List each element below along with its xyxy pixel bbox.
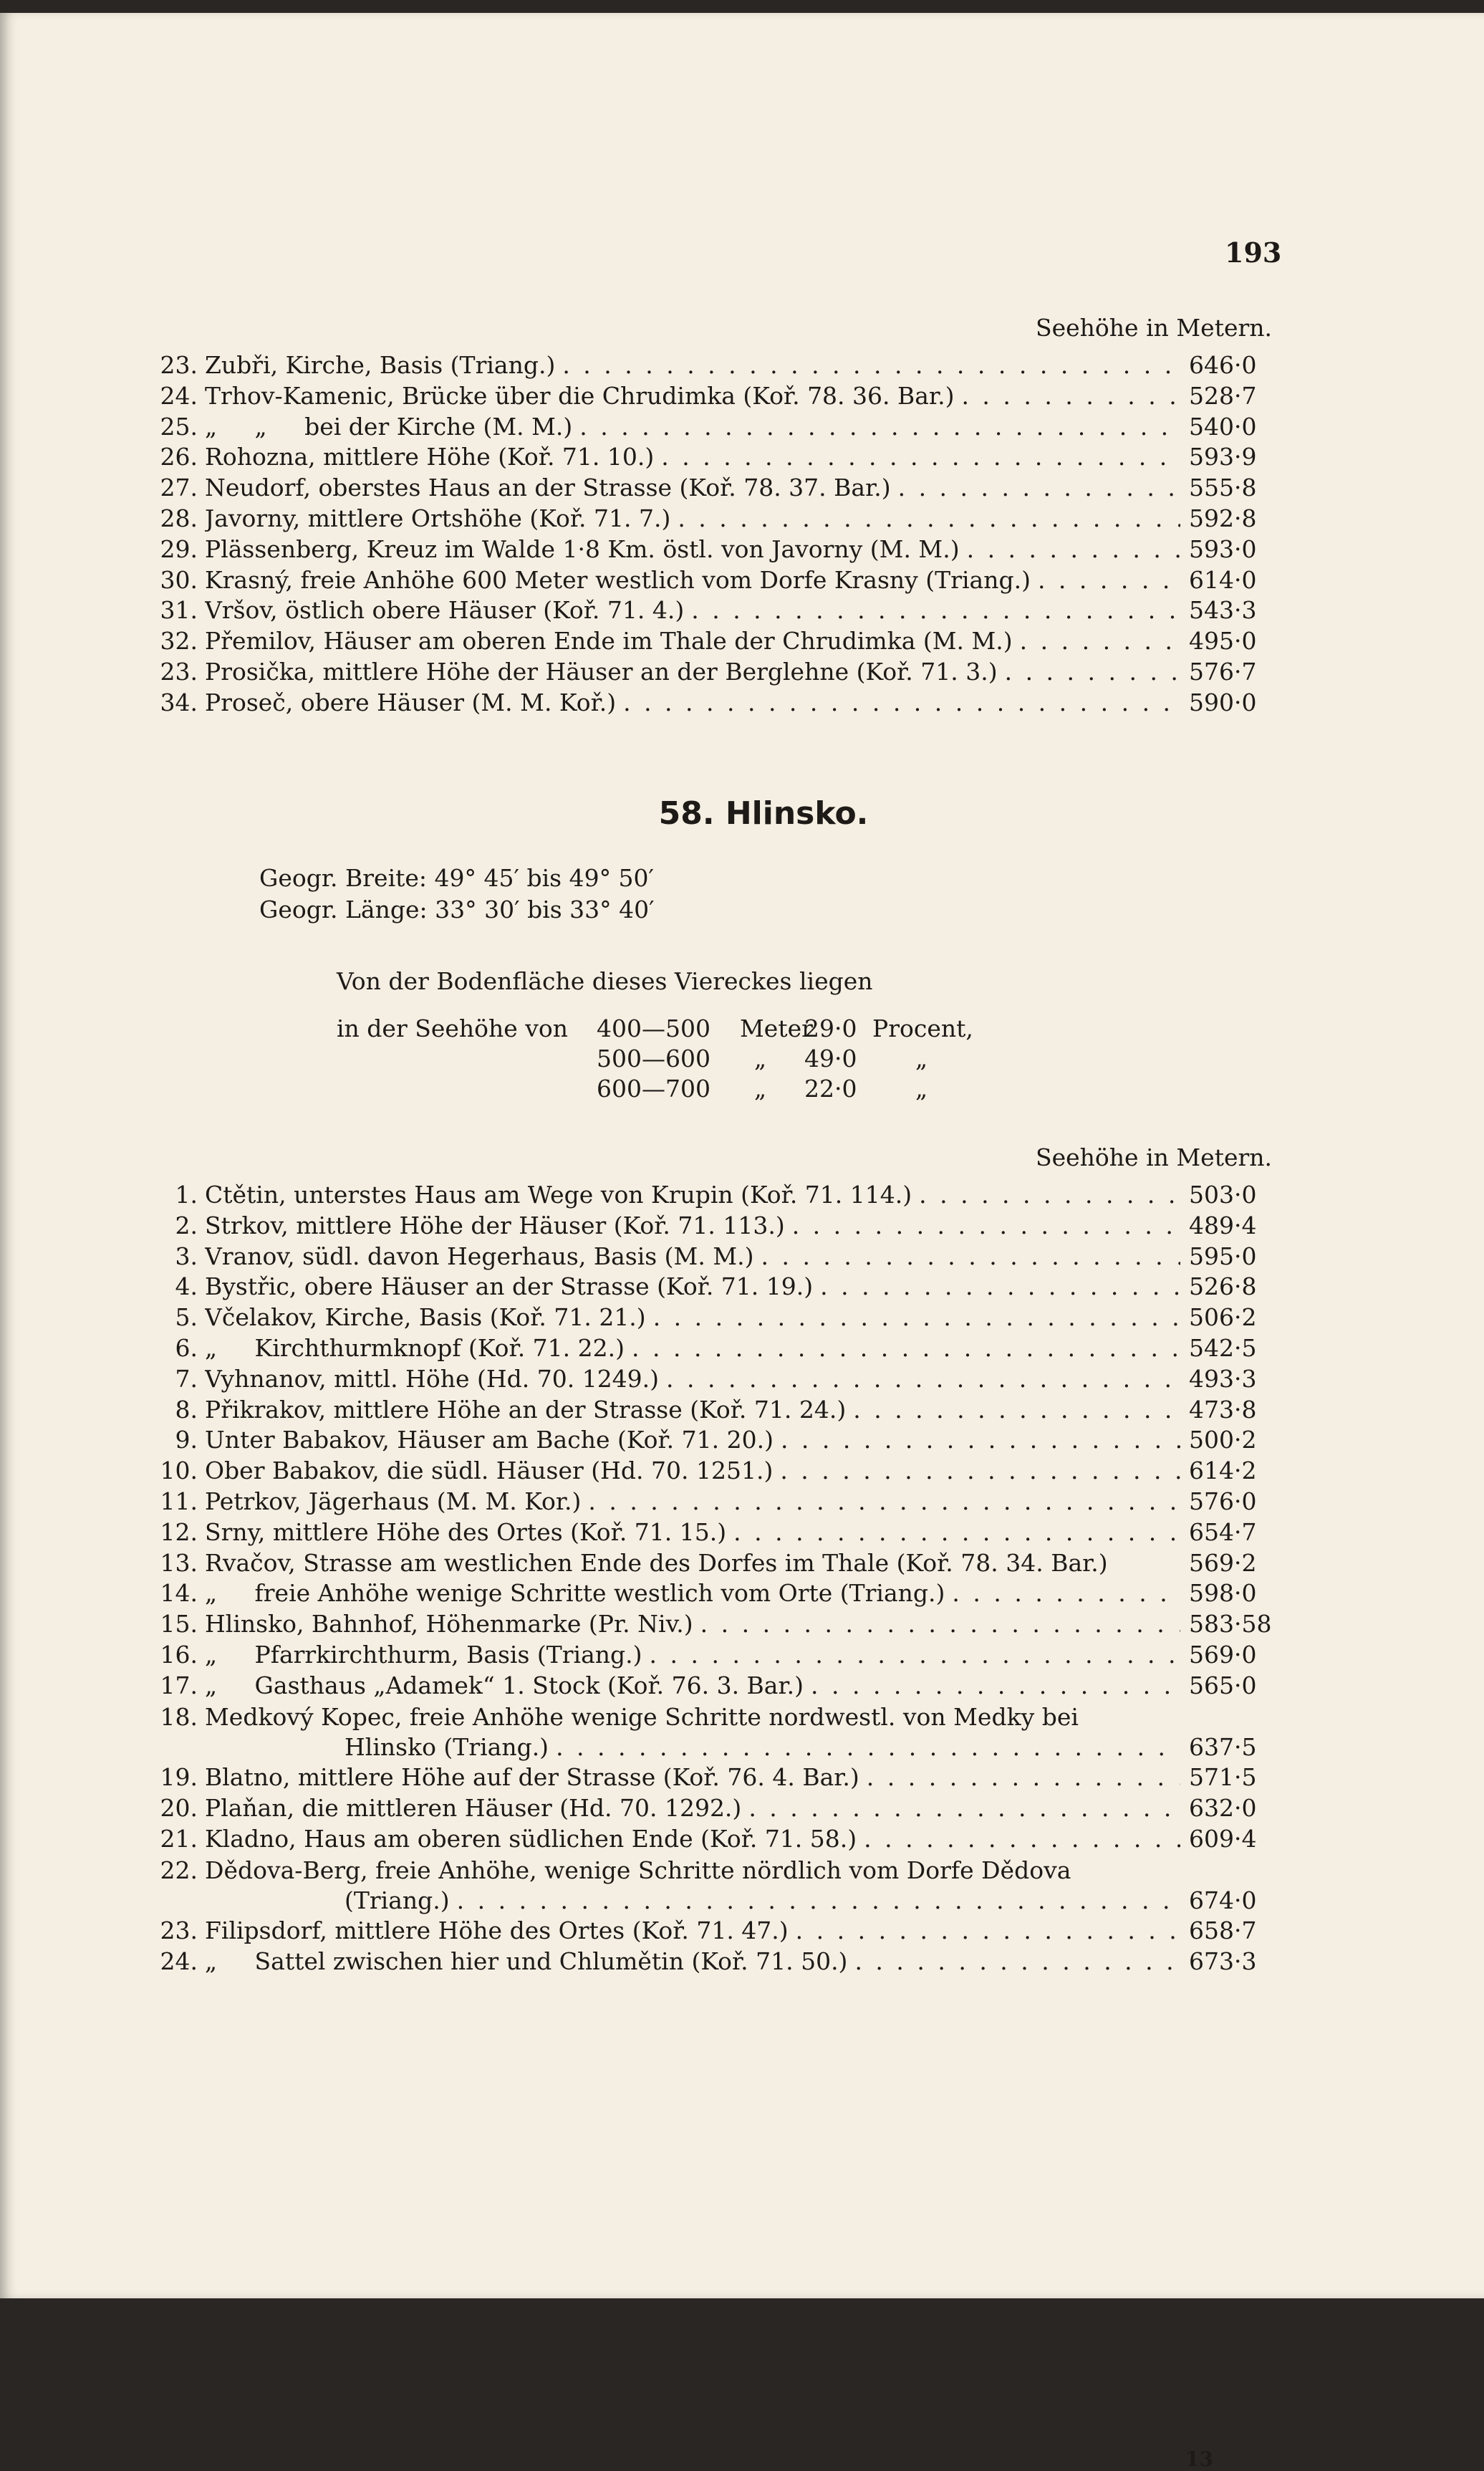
- item-number: 10.: [160, 1457, 198, 1485]
- item-description: [205, 1671, 1180, 1699]
- list-item: [143, 1947, 1278, 1978]
- item-text: „ freie Anhöhe wenige Schritte westlich vom Orte (Triang.): [205, 1579, 945, 1608]
- dot-leader: [753, 1242, 1180, 1270]
- elevation-value: 632·0: [1189, 1793, 1257, 1822]
- list-item: [143, 1365, 1278, 1396]
- dot-leader: [813, 1272, 1180, 1300]
- item-number: 24.: [160, 1947, 198, 1975]
- list-item: [143, 382, 1278, 413]
- dot-leader: [555, 351, 1180, 379]
- item-description: [205, 351, 1180, 379]
- elevation-value: 576·7: [1189, 657, 1257, 686]
- dot-leader: [581, 1487, 1180, 1515]
- dot-leader: [654, 443, 1180, 471]
- signature-mark: 13: [1185, 2447, 1213, 2471]
- item-description: [205, 1763, 1180, 1791]
- list-item: [143, 1702, 1278, 1764]
- elevation-value: 569·2: [1189, 1548, 1257, 1577]
- dot-leader: [998, 658, 1180, 686]
- dot-leader: [741, 1794, 1180, 1822]
- elevation-value: 593·0: [1189, 534, 1257, 563]
- item-text: Hlinsko, Bahnhof, Höhenmarke (Pr. Niv.): [205, 1610, 693, 1638]
- elevation-value: 528·7: [1189, 381, 1257, 410]
- dot-leader: [857, 1825, 1180, 1853]
- dot-leader: [549, 1732, 1180, 1763]
- elevation-value: 593·9: [1189, 443, 1257, 471]
- list-item: [143, 1856, 1278, 1917]
- list-item: [143, 1211, 1278, 1242]
- item-description: [205, 1303, 1180, 1331]
- item-number: 26.: [160, 443, 198, 471]
- list-item: [143, 535, 1278, 566]
- item-description: [205, 1794, 1180, 1822]
- item-description: [205, 1181, 1180, 1209]
- dot-leader: [891, 474, 1180, 502]
- list-item: [143, 658, 1278, 688]
- dot-leader: [1013, 627, 1180, 655]
- list-item: [143, 627, 1278, 658]
- list-item: [143, 1334, 1278, 1365]
- item-description: [205, 688, 1180, 716]
- dot-leader: [726, 1518, 1180, 1546]
- item-text: Plässenberg, Kreuz im Walde 1·8 Km. östl. von Javorny (M. M.): [205, 534, 960, 563]
- dot-leader: [785, 1211, 1180, 1239]
- elevation-value: 540·0: [1189, 412, 1257, 441]
- list-item: [143, 596, 1278, 627]
- elevation-list-hlinsko: [143, 1181, 1278, 1978]
- item-number: 14.: [160, 1579, 198, 1608]
- item-text: Vyhnanov, mittl. Höhe (Hd. 70. 1249.): [205, 1364, 660, 1393]
- elevation-value: 637·5: [1189, 1733, 1257, 1762]
- list-item: [143, 474, 1278, 504]
- elevation-value: 500·2: [1189, 1426, 1257, 1454]
- elevation-value: 609·4: [1189, 1824, 1257, 1853]
- item-number: 13.: [160, 1548, 198, 1577]
- item-description-line2: (Triang.): [344, 1886, 450, 1915]
- item-number: 1.: [175, 1181, 198, 1209]
- item-description: [205, 1610, 1180, 1638]
- list-item: [143, 1825, 1278, 1856]
- dot-leader: [847, 1947, 1180, 1975]
- item-text: Strkov, mittlere Höhe der Häuser (Koř. 71. 113.): [205, 1211, 785, 1239]
- elevation-value: 571·5: [1189, 1763, 1257, 1792]
- elevation-value: 565·0: [1189, 1671, 1257, 1699]
- item-number: 17.: [160, 1671, 198, 1699]
- dot-leader: [859, 1763, 1180, 1791]
- elevation-value: 503·0: [1189, 1181, 1257, 1209]
- item-text: Prosička, mittlere Höhe der Häuser an der Berglehne (Koř. 71. 3.): [205, 657, 998, 686]
- list-item: [143, 1426, 1278, 1457]
- item-description: [205, 1365, 1180, 1393]
- list-item: [143, 351, 1278, 382]
- item-text: „ Kirchthurmknopf (Koř. 71. 22.): [205, 1333, 625, 1362]
- dot-leader: [572, 413, 1180, 441]
- item-number: 11.: [160, 1487, 198, 1515]
- elevation-value: 583·58: [1189, 1610, 1272, 1638]
- item-description-line2: Hlinsko (Triang.): [344, 1733, 549, 1762]
- list-item: [143, 1671, 1278, 1702]
- list-item: [143, 504, 1278, 535]
- list-item: [143, 413, 1278, 443]
- item-text: Bystřic, obere Häuser an der Strasse (Koř. 71. 19.): [205, 1272, 814, 1301]
- elevation-value: 495·0: [1189, 627, 1257, 656]
- item-number: 7.: [175, 1364, 198, 1393]
- elevation-value: 614·2: [1189, 1457, 1257, 1485]
- list-item: [143, 1579, 1278, 1610]
- item-number: 23.: [160, 351, 198, 379]
- item-number: 23.: [160, 657, 198, 686]
- item-number: 31.: [160, 596, 198, 625]
- dot-leader: [659, 1365, 1180, 1393]
- item-text: „ Gasthaus „Adamek“ 1. Stock (Koř. 76. 3. Bar.): [205, 1671, 804, 1699]
- dot-leader: [684, 596, 1180, 624]
- item-description: [205, 1702, 1278, 1764]
- item-description: [205, 1457, 1180, 1484]
- dot-leader: [450, 1886, 1180, 1916]
- item-description: [205, 443, 1180, 471]
- list-item: [143, 1303, 1278, 1334]
- elevation-value: 526·8: [1189, 1272, 1257, 1301]
- dot-leader: [646, 1303, 1180, 1331]
- elevation-value: 654·7: [1189, 1517, 1257, 1546]
- item-text: „ Sattel zwischen hier und Chlumětin (Koř. 71. 50.): [205, 1947, 848, 1975]
- item-description: [205, 1426, 1180, 1454]
- item-text: Srny, mittlere Höhe des Ortes (Koř. 71. 15.): [205, 1517, 727, 1546]
- item-description-line1: Dědova-Berg, freie Anhöhe, wenige Schritte nördlich vom Dorfe Dědova: [205, 1856, 1071, 1884]
- dot-leader: [804, 1671, 1180, 1699]
- item-text: Neudorf, oberstes Haus an der Strasse (Koř. 78. 37. Bar.): [205, 474, 891, 502]
- item-description: [205, 1825, 1180, 1853]
- elevation-band: 500—600 „ 49·0 „: [597, 1045, 928, 1073]
- book-page: [0, 13, 1484, 2471]
- item-number: 16.: [160, 1640, 198, 1669]
- list-item: [143, 1396, 1278, 1426]
- list-item: [143, 1242, 1278, 1273]
- item-number: 34.: [160, 688, 198, 716]
- item-description: [205, 1334, 1180, 1362]
- elevation-value: 646·0: [1189, 351, 1257, 379]
- item-number: 18.: [160, 1702, 198, 1731]
- section-title: 58. Hlinsko.: [658, 795, 869, 832]
- elevation-value: 576·0: [1189, 1487, 1257, 1515]
- dot-leader: [773, 1457, 1180, 1484]
- elevation-value: 590·0: [1189, 688, 1257, 716]
- elevation-value: 542·5: [1189, 1333, 1257, 1362]
- item-text: Trhov-Kamenic, Brücke über die Chrudimka (Koř. 78. 36. Bar.): [205, 381, 955, 410]
- elevation-value: 555·8: [1189, 474, 1257, 502]
- elevation-value: 493·3: [1189, 1364, 1257, 1393]
- dot-leader: [789, 1916, 1180, 1944]
- item-description: [205, 596, 1180, 624]
- item-description: [205, 658, 1180, 686]
- item-number: 21.: [160, 1824, 198, 1853]
- item-text: Ober Babakov, die südl. Häuser (Hd. 70. 1251.): [205, 1457, 774, 1485]
- list-item: [143, 1457, 1278, 1487]
- item-description: [205, 382, 1180, 410]
- item-number: 5.: [175, 1303, 198, 1332]
- list-item: [143, 1272, 1278, 1303]
- item-text: Blatno, mittlere Höhe auf der Strasse (Koř. 76. 4. Bar.): [205, 1763, 859, 1792]
- elevation-value: 569·0: [1189, 1640, 1257, 1669]
- item-description: [205, 1549, 1180, 1577]
- item-text: Unter Babakov, Häuser am Bache (Koř. 71. 20.): [205, 1426, 774, 1454]
- item-description: [205, 1579, 1180, 1607]
- item-number: 8.: [175, 1395, 198, 1424]
- list-item: [143, 688, 1278, 719]
- column-header-top: Seehöhe in Metern.: [1036, 314, 1272, 342]
- item-description: [205, 1242, 1180, 1270]
- item-text: Filipsdorf, mittlere Höhe des Ortes (Koř. 71. 47.): [205, 1916, 789, 1945]
- elevation-value: 658·7: [1189, 1916, 1257, 1945]
- elevation-value: 614·0: [1189, 565, 1257, 594]
- item-description: [205, 1211, 1180, 1239]
- item-number: 28.: [160, 504, 198, 532]
- list-item: [143, 1794, 1278, 1825]
- item-text: Rohozna, mittlere Höhe (Koř. 71. 10.): [205, 443, 655, 471]
- dot-leader: [846, 1396, 1180, 1424]
- item-number: 25.: [160, 412, 198, 441]
- column-header-hlinsko: Seehöhe in Metern.: [1036, 1143, 1272, 1171]
- item-number: 27.: [160, 474, 198, 502]
- item-description: [205, 1856, 1278, 1917]
- item-description: [205, 1641, 1180, 1669]
- page-number: 193: [1225, 236, 1282, 269]
- elevation-band: in der Seehöhe von 400—500 Meter29·0 Procent,: [337, 1014, 973, 1042]
- item-text: Rvačov, Strasse am westlichen Ende des Dorfes im Thale (Koř. 78. 34. Bar.): [205, 1548, 1108, 1577]
- item-number: 20.: [160, 1793, 198, 1822]
- item-description: [205, 1947, 1180, 1975]
- item-text: „ Pfarrkirchthurm, Basis (Triang.): [205, 1640, 642, 1669]
- dot-leader: [693, 1610, 1180, 1638]
- list-item: [143, 443, 1278, 474]
- item-description: [205, 1916, 1180, 1944]
- dot-leader: [1031, 566, 1180, 594]
- item-number: 30.: [160, 565, 198, 594]
- item-description: [205, 474, 1180, 502]
- list-item: [143, 1641, 1278, 1671]
- item-text: Javorny, mittlere Ortshöhe (Koř. 71. 7.): [205, 504, 671, 532]
- area-intro: Von der Bodenfläche dieses Viereckes liegen: [337, 967, 873, 995]
- list-item: [143, 566, 1278, 597]
- item-number: 29.: [160, 534, 198, 563]
- item-description: [205, 1396, 1180, 1424]
- dot-leader: [670, 504, 1180, 532]
- item-description-line1: Medkový Kopec, freie Anhöhe wenige Schritte nordwestl. von Medky bei: [205, 1702, 1079, 1731]
- elevation-value: 543·3: [1189, 596, 1257, 625]
- elevation-value: 674·0: [1189, 1886, 1257, 1915]
- item-number: 2.: [175, 1211, 198, 1239]
- item-text: Přemilov, Häuser am oberen Ende im Thale der Chrudimka (M. M.): [205, 627, 1013, 656]
- elevation-band: 600—700 „ 22·0 „: [597, 1075, 928, 1103]
- item-text: Proseč, obere Häuser (M. M. Koř.): [205, 688, 617, 716]
- item-description: [205, 1487, 1180, 1515]
- item-number: 32.: [160, 627, 198, 656]
- dot-leader: [954, 382, 1180, 410]
- elevation-value: 595·0: [1189, 1242, 1257, 1270]
- list-item: [143, 1916, 1278, 1947]
- elevation-value: 673·3: [1189, 1947, 1257, 1975]
- list-item: [143, 1487, 1278, 1518]
- dot-leader: [642, 1641, 1180, 1669]
- item-text: Petrkov, Jägerhaus (M. M. Kor.): [205, 1487, 582, 1515]
- item-description: [205, 413, 1180, 441]
- item-number: 4.: [175, 1272, 198, 1301]
- list-item: [143, 1610, 1278, 1641]
- item-description: [205, 566, 1180, 594]
- elevation-value: 592·8: [1189, 504, 1257, 532]
- geo-longitude: Geogr. Länge: 33° 30′ bis 33° 40′: [259, 896, 655, 923]
- item-text: Přikrakov, mittlere Höhe an der Strasse (Koř. 71. 24.): [205, 1395, 847, 1424]
- item-number: 22.: [160, 1856, 198, 1884]
- item-text: „ „ bei der Kirche (M. M.): [205, 412, 573, 441]
- dot-leader: [912, 1181, 1180, 1209]
- geo-latitude: Geogr. Breite: 49° 45′ bis 49° 50′: [259, 864, 655, 892]
- item-text: Vršov, östlich obere Häuser (Koř. 71. 4.): [205, 596, 685, 625]
- item-description: [205, 504, 1180, 532]
- elevation-value: 598·0: [1189, 1579, 1257, 1608]
- dot-leader: [616, 688, 1180, 716]
- dot-leader: [774, 1426, 1180, 1454]
- list-item: [143, 1549, 1278, 1580]
- item-number: 3.: [175, 1242, 198, 1270]
- item-description: [205, 1272, 1180, 1300]
- list-item: [143, 1518, 1278, 1549]
- item-text: Vranov, südl. davon Hegerhaus, Basis (M. M.): [205, 1242, 754, 1270]
- item-number: 6.: [175, 1333, 198, 1362]
- dot-leader: [625, 1334, 1180, 1362]
- item-text: Krasný, freie Anhöhe 600 Meter westlich vom Dorfe Krasny (Triang.): [205, 565, 1031, 594]
- list-item: [143, 1763, 1278, 1794]
- list-item: [143, 1181, 1278, 1211]
- item-number: 15.: [160, 1610, 198, 1638]
- elevation-value: 506·2: [1189, 1303, 1257, 1332]
- item-text: Včelakov, Kirche, Basis (Koř. 71. 21.): [205, 1303, 646, 1332]
- item-description: [205, 627, 1180, 655]
- elevation-value: 473·8: [1189, 1395, 1257, 1424]
- item-text: Kladno, Haus am oberen südlichen Ende (Koř. 71. 58.): [205, 1824, 857, 1853]
- item-text: Zubři, Kirche, Basis (Triang.): [205, 351, 556, 379]
- dot-leader: [960, 535, 1180, 563]
- item-description: [205, 1518, 1180, 1546]
- item-number: 23.: [160, 1916, 198, 1945]
- dot-leader: [945, 1579, 1180, 1607]
- item-number: 24.: [160, 381, 198, 410]
- item-text: Plaňan, die mittleren Häuser (Hd. 70. 1292.): [205, 1793, 742, 1822]
- item-number: 19.: [160, 1763, 198, 1792]
- elevation-value: 489·4: [1189, 1211, 1257, 1239]
- elevation-list-prior-section: [143, 351, 1278, 719]
- item-text: Ctětin, unterstes Haus am Wege von Krupin (Koř. 71. 114.): [205, 1181, 912, 1209]
- item-description: [205, 535, 1180, 563]
- item-number: 12.: [160, 1517, 198, 1546]
- item-number: 9.: [175, 1426, 198, 1454]
